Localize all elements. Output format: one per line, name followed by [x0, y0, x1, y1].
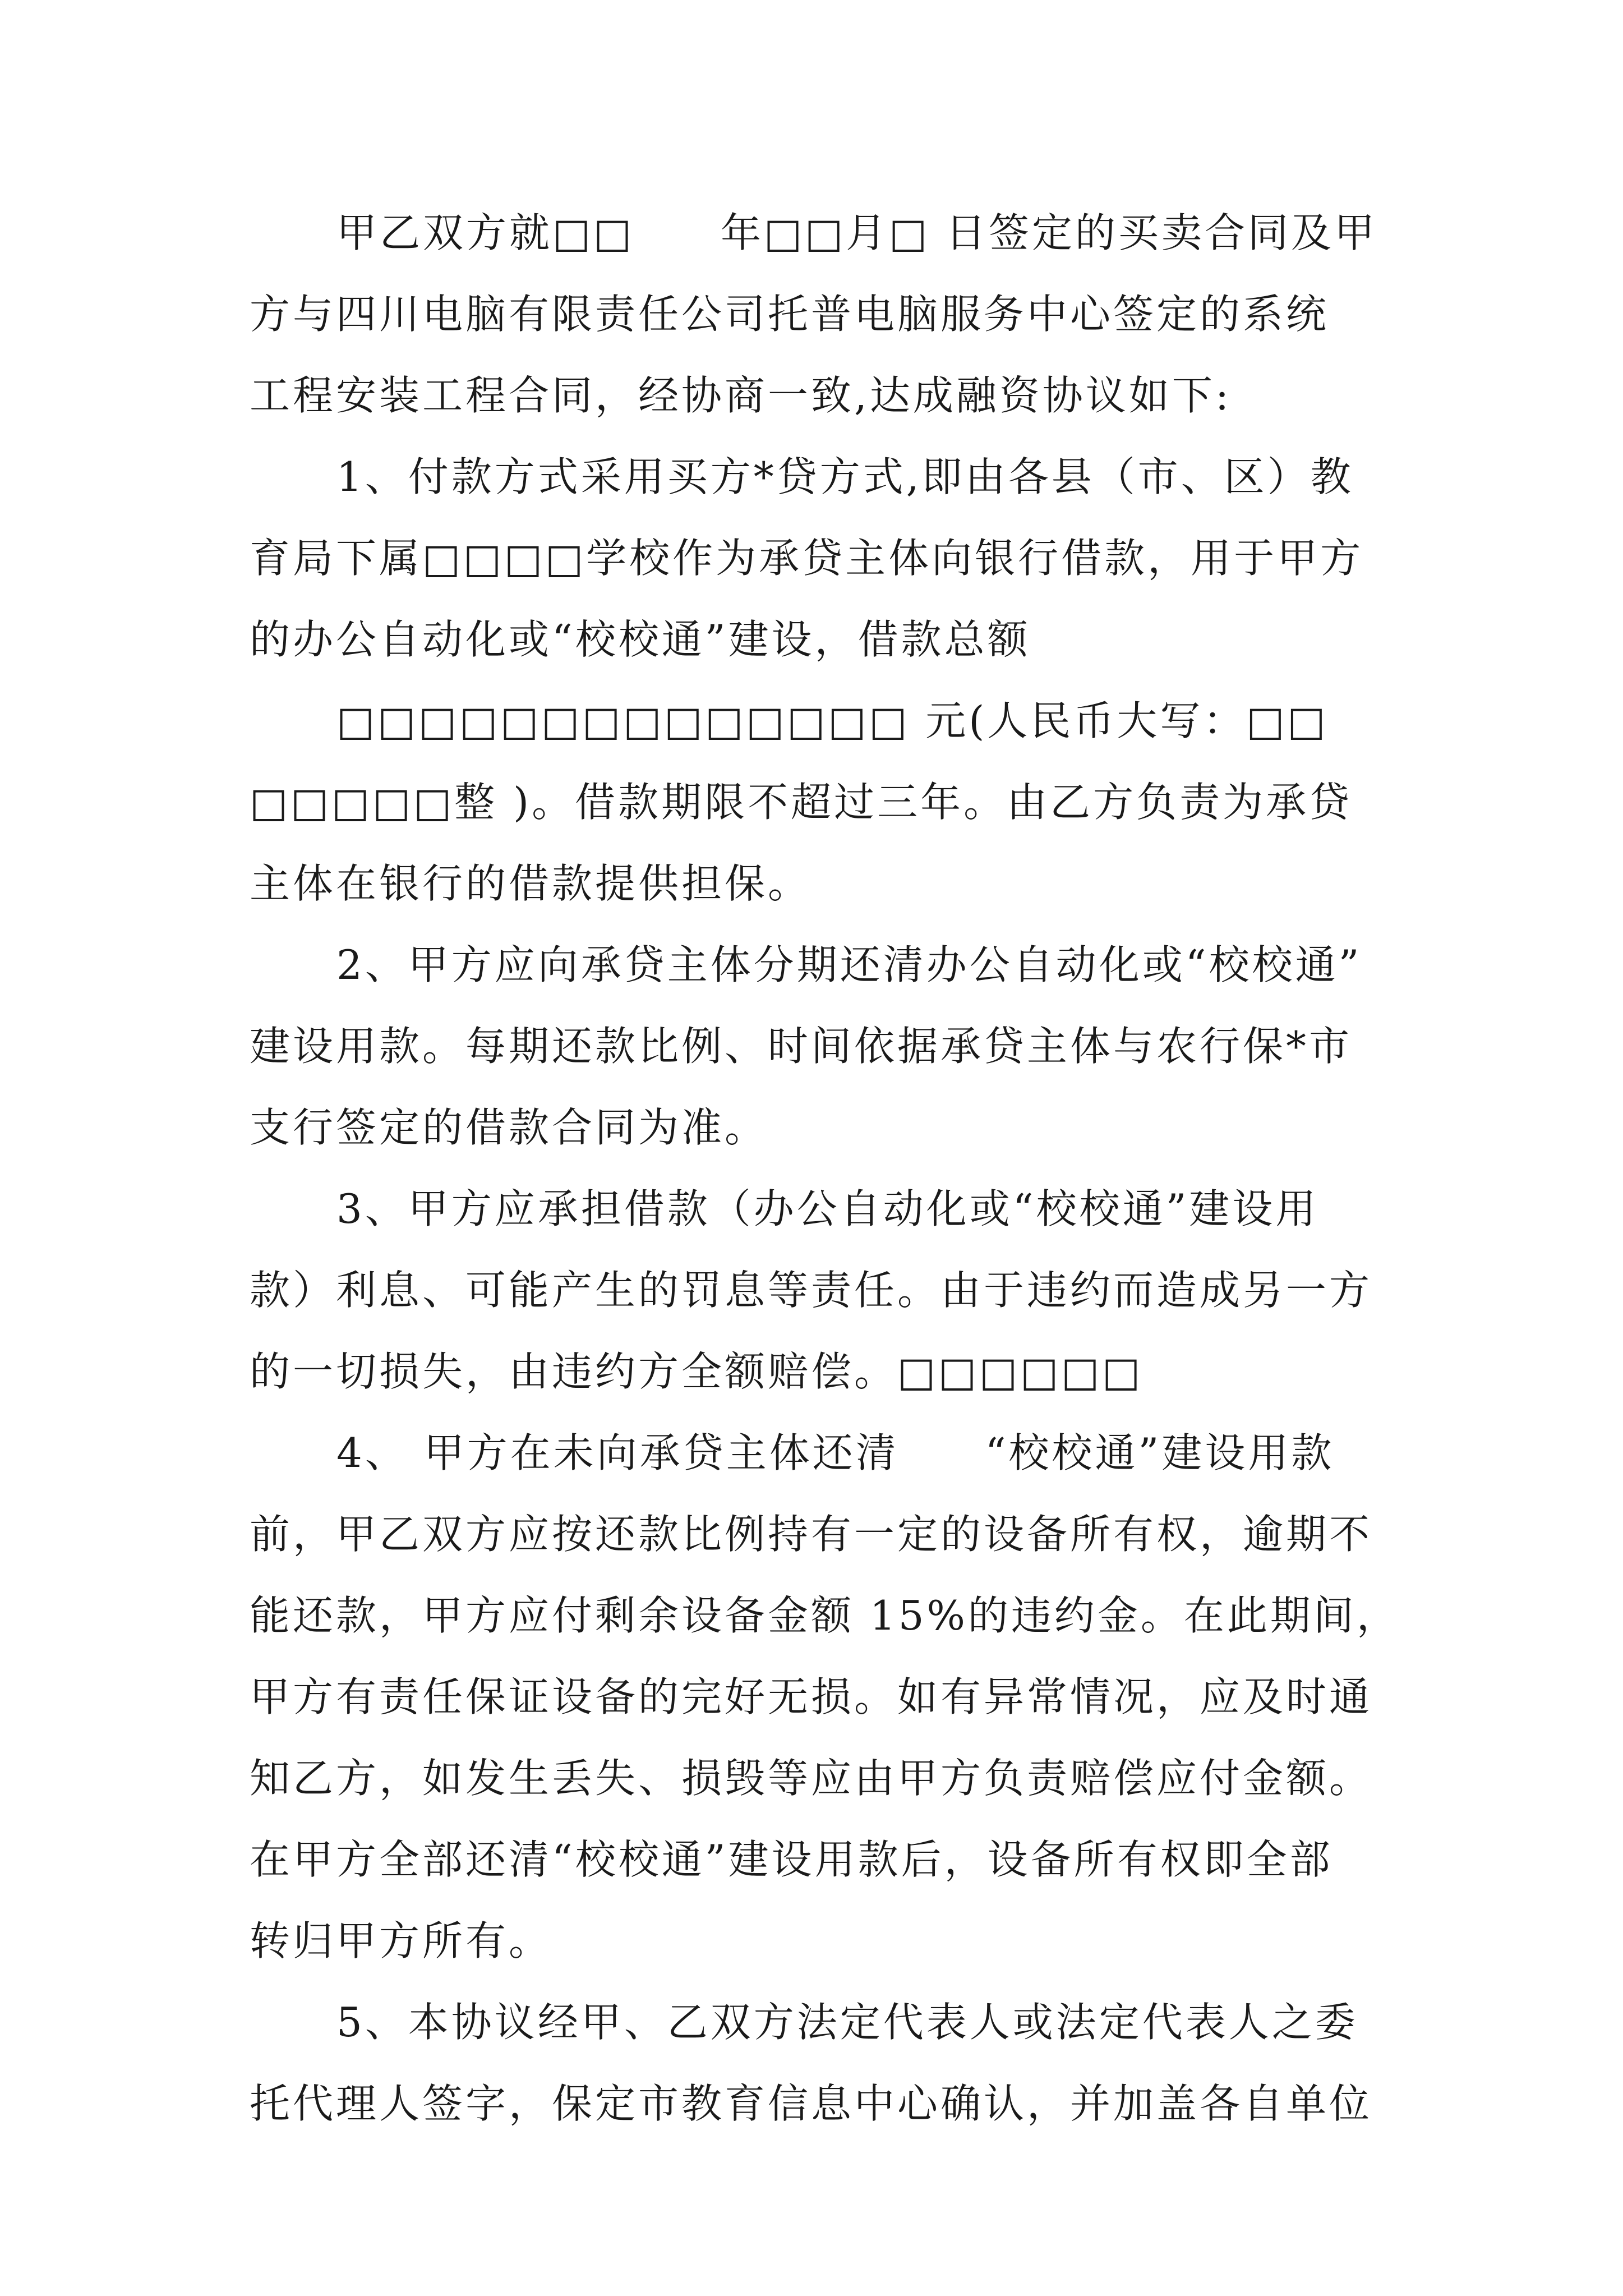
text-line: 能还款，甲方应付剩余设备金额 15%的违约金。在此期间， [250, 1592, 1400, 1639]
text-line: 托代理人签字，保定市教育信息中心确认，并加盖各自单位 [250, 2080, 1373, 2127]
text-line: 前，甲乙双方应按还款比例持有一定的设备所有权，逾期不 [250, 1511, 1373, 1558]
text-line: 甲方有责任保证设备的完好无损。如有异常情况，应及时通 [250, 1673, 1373, 1720]
text-line: 款）利息、可能产生的罚息等责任。由于违约而造成另一方 [250, 1267, 1373, 1314]
text-line: 工程安装工程合同，经协商一致,达成融资协议如下: [250, 372, 1232, 419]
text-line: 支行签定的借款合同为准。 [250, 1104, 768, 1151]
text-line: 2、甲方应向承贷主体分期还清办公自动化或“校校通” [336, 941, 1362, 988]
text-line: 转归甲方所有。 [250, 1917, 552, 1964]
text-line: 主体在银行的借款提供担保。 [250, 860, 811, 907]
text-line: 建设用款。每期还款比例、时间依据承贷主体与农行保*市 [250, 1023, 1353, 1070]
text-line: 4、 甲方在未向承贷主体还清 “校校通”建设用款 [336, 1429, 1335, 1476]
text-line: □□□□□整 )。借款期限不超过三年。由乙方负责为承贷 [250, 779, 1353, 826]
text-line: 5、本协议经甲、乙双方法定代表人或法定代表人之委 [336, 1999, 1358, 2046]
text-line: 的办公自动化或“校校通”建设，借款总额 [250, 616, 1031, 663]
text-line: 甲乙双方就□□ 年□□月□ 日签定的买卖合同及甲 [336, 209, 1378, 256]
text-line: 3、甲方应承担借款（办公自动化或“校校通”建设用 [336, 1185, 1319, 1232]
text-line: □□□□□□□□□□□□□□ 元(人民币大写：□□ [336, 697, 1329, 744]
text-line: 的一切损失，由违约方全额赔偿。□□□□□□ [250, 1348, 1144, 1395]
text-line: 在甲方全部还清“校校通”建设用款后，设备所有权即全部 [250, 1836, 1333, 1883]
text-line: 方与四川电脑有限责任公司托普电脑服务中心签定的系统 [250, 291, 1330, 338]
text-line: 育局下属□□□□学校作为承贷主体向银行借款，用于甲方 [250, 535, 1364, 582]
text-line: 知乙方，如发生丢失、损毁等应由甲方负责赔偿应付金额。 [250, 1755, 1373, 1802]
text-line: 1、付款方式采用买方*贷方式,即由各县（市、区）教 [336, 453, 1354, 500]
